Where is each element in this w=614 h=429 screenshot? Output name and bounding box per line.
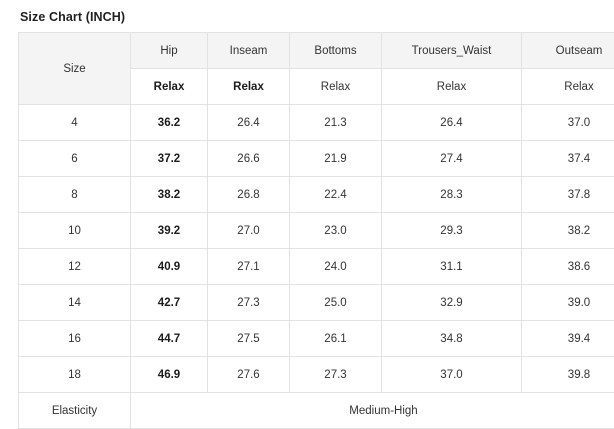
header-inseam: Inseam	[208, 33, 290, 69]
cell-size: 16	[19, 321, 131, 357]
cell-size: 10	[19, 213, 131, 249]
subheader-outseam-relax: Relax	[522, 69, 614, 105]
table-row	[19, 249, 614, 285]
cell-inseam: 26.6	[208, 141, 290, 177]
size-chart-table	[18, 32, 614, 429]
cell-hip: 39.2	[131, 213, 208, 249]
header-bottoms: Bottoms	[290, 33, 382, 69]
cell-bottoms: 22.4	[290, 177, 382, 213]
cell-outseam: 37.8	[522, 177, 614, 213]
header-size-corner: Size	[19, 33, 131, 105]
cell-hip: 44.7	[131, 321, 208, 357]
cell-size: 4	[19, 105, 131, 141]
table-row	[19, 141, 614, 177]
cell-inseam: 27.3	[208, 285, 290, 321]
header-trousers-waist: Trousers_Waist	[382, 33, 522, 69]
cell-trousers-waist: 32.9	[382, 285, 522, 321]
table-row	[19, 285, 614, 321]
cell-outseam: 39.8	[522, 357, 614, 393]
cell-hip: 36.2	[131, 105, 208, 141]
cell-hip: 37.2	[131, 141, 208, 177]
cell-trousers-waist: 27.4	[382, 141, 522, 177]
table-row	[19, 105, 614, 141]
cell-bottoms: 23.0	[290, 213, 382, 249]
subheader-bottoms-relax: Relax	[290, 69, 382, 105]
cell-inseam: 27.5	[208, 321, 290, 357]
cell-bottoms: 25.0	[290, 285, 382, 321]
cell-outseam: 37.0	[522, 105, 614, 141]
table-row	[19, 177, 614, 213]
cell-outseam: 38.6	[522, 249, 614, 285]
cell-hip: 40.9	[131, 249, 208, 285]
cell-bottoms: 27.3	[290, 357, 382, 393]
cell-bottoms: 21.9	[290, 141, 382, 177]
table-row	[19, 357, 614, 393]
cell-bottoms: 24.0	[290, 249, 382, 285]
cell-trousers-waist: 28.3	[382, 177, 522, 213]
table-footer-row	[19, 393, 614, 429]
cell-inseam: 27.0	[208, 213, 290, 249]
cell-inseam: 26.4	[208, 105, 290, 141]
cell-hip: 42.7	[131, 285, 208, 321]
header-hip: Hip	[131, 33, 208, 69]
cell-size: 18	[19, 357, 131, 393]
cell-inseam: 27.1	[208, 249, 290, 285]
cell-trousers-waist: 29.3	[382, 213, 522, 249]
cell-inseam: 27.6	[208, 357, 290, 393]
subheader-inseam-relax: Relax	[208, 69, 290, 105]
cell-outseam: 39.4	[522, 321, 614, 357]
cell-trousers-waist: 37.0	[382, 357, 522, 393]
cell-trousers-waist: 34.8	[382, 321, 522, 357]
cell-bottoms: 21.3	[290, 105, 382, 141]
page-title: Size Chart (INCH)	[20, 10, 126, 24]
cell-size: 14	[19, 285, 131, 321]
footer-label-elasticity: Elasticity	[19, 393, 131, 429]
table-header-row	[19, 33, 614, 69]
cell-hip: 46.9	[131, 357, 208, 393]
subheader-hip-relax: Relax	[131, 69, 208, 105]
cell-size: 6	[19, 141, 131, 177]
table-row	[19, 213, 614, 249]
cell-bottoms: 26.1	[290, 321, 382, 357]
cell-outseam: 39.0	[522, 285, 614, 321]
cell-outseam: 38.2	[522, 213, 614, 249]
cell-trousers-waist: 26.4	[382, 105, 522, 141]
header-outseam: Outseam	[522, 33, 614, 69]
cell-outseam: 37.4	[522, 141, 614, 177]
cell-trousers-waist: 31.1	[382, 249, 522, 285]
subheader-trousers-waist-relax: Relax	[382, 69, 522, 105]
table-row	[19, 321, 614, 357]
cell-size: 12	[19, 249, 131, 285]
footer-value-elasticity: Medium-High	[131, 393, 614, 429]
cell-hip: 38.2	[131, 177, 208, 213]
cell-size: 8	[19, 177, 131, 213]
cell-inseam: 26.8	[208, 177, 290, 213]
